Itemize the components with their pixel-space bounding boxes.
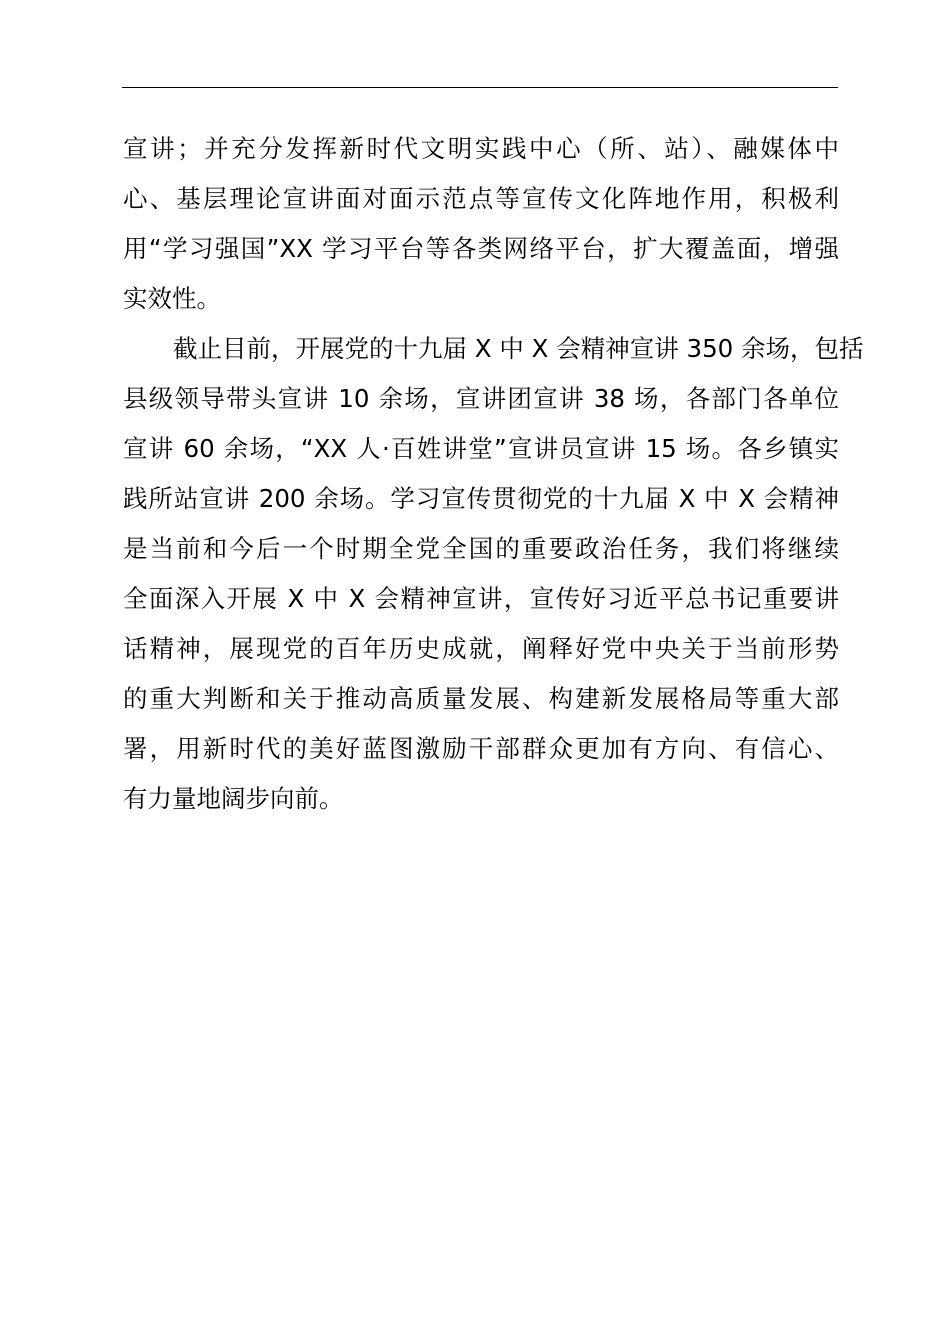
text-line: 截止目前，开展党的十九届 X 中 X 会精神宣讲 350 余场，包括	[173, 334, 864, 363]
text-line: 的重大判断和关于推动高质量发展、构建新发展格局等重大部	[123, 684, 839, 713]
text-line: 践所站宣讲 200 余场。学习宣传贯彻党的十九届 X 中 X 会精神	[123, 484, 839, 513]
text-line: 宣讲；并充分发挥新时代文明实践中心（所、站）、融媒体中	[123, 134, 839, 163]
text-line: 宣讲 60 余场，“XX 人·百姓讲堂”宣讲员宣讲 15 场。各乡镇实	[123, 434, 839, 463]
text-line: 全面深入开展 X 中 X 会精神宣讲，宣传好习近平总书记重要讲	[123, 584, 839, 613]
text-line: 用“学习强国”XX 学习平台等各类网络平台，扩大覆盖面，增强	[123, 234, 839, 263]
text-line: 心、基层理论宣讲面对面示范点等宣传文化阵地作用，积极利	[123, 184, 839, 213]
text-line: 署，用新时代的美好蓝图激励干部群众更加有方向、有信心、	[123, 734, 839, 763]
text-line: 实效性。	[123, 284, 221, 313]
text-line: 县级领导带头宣讲 10 余场，宣讲团宣讲 38 场，各部门各单位	[123, 384, 839, 413]
paragraph-2	[123, 324, 864, 824]
header-rule	[122, 87, 838, 88]
text-line: 话精神，展现党的百年历史成就，阐释好党中央关于当前形势	[123, 634, 839, 663]
text-line: 是当前和今后一个时期全党全国的重要政治任务，我们将继续	[123, 534, 839, 563]
text-line: 有力量地阔步向前。	[123, 784, 344, 813]
document-body	[123, 124, 864, 824]
paragraph-1	[123, 124, 839, 324]
